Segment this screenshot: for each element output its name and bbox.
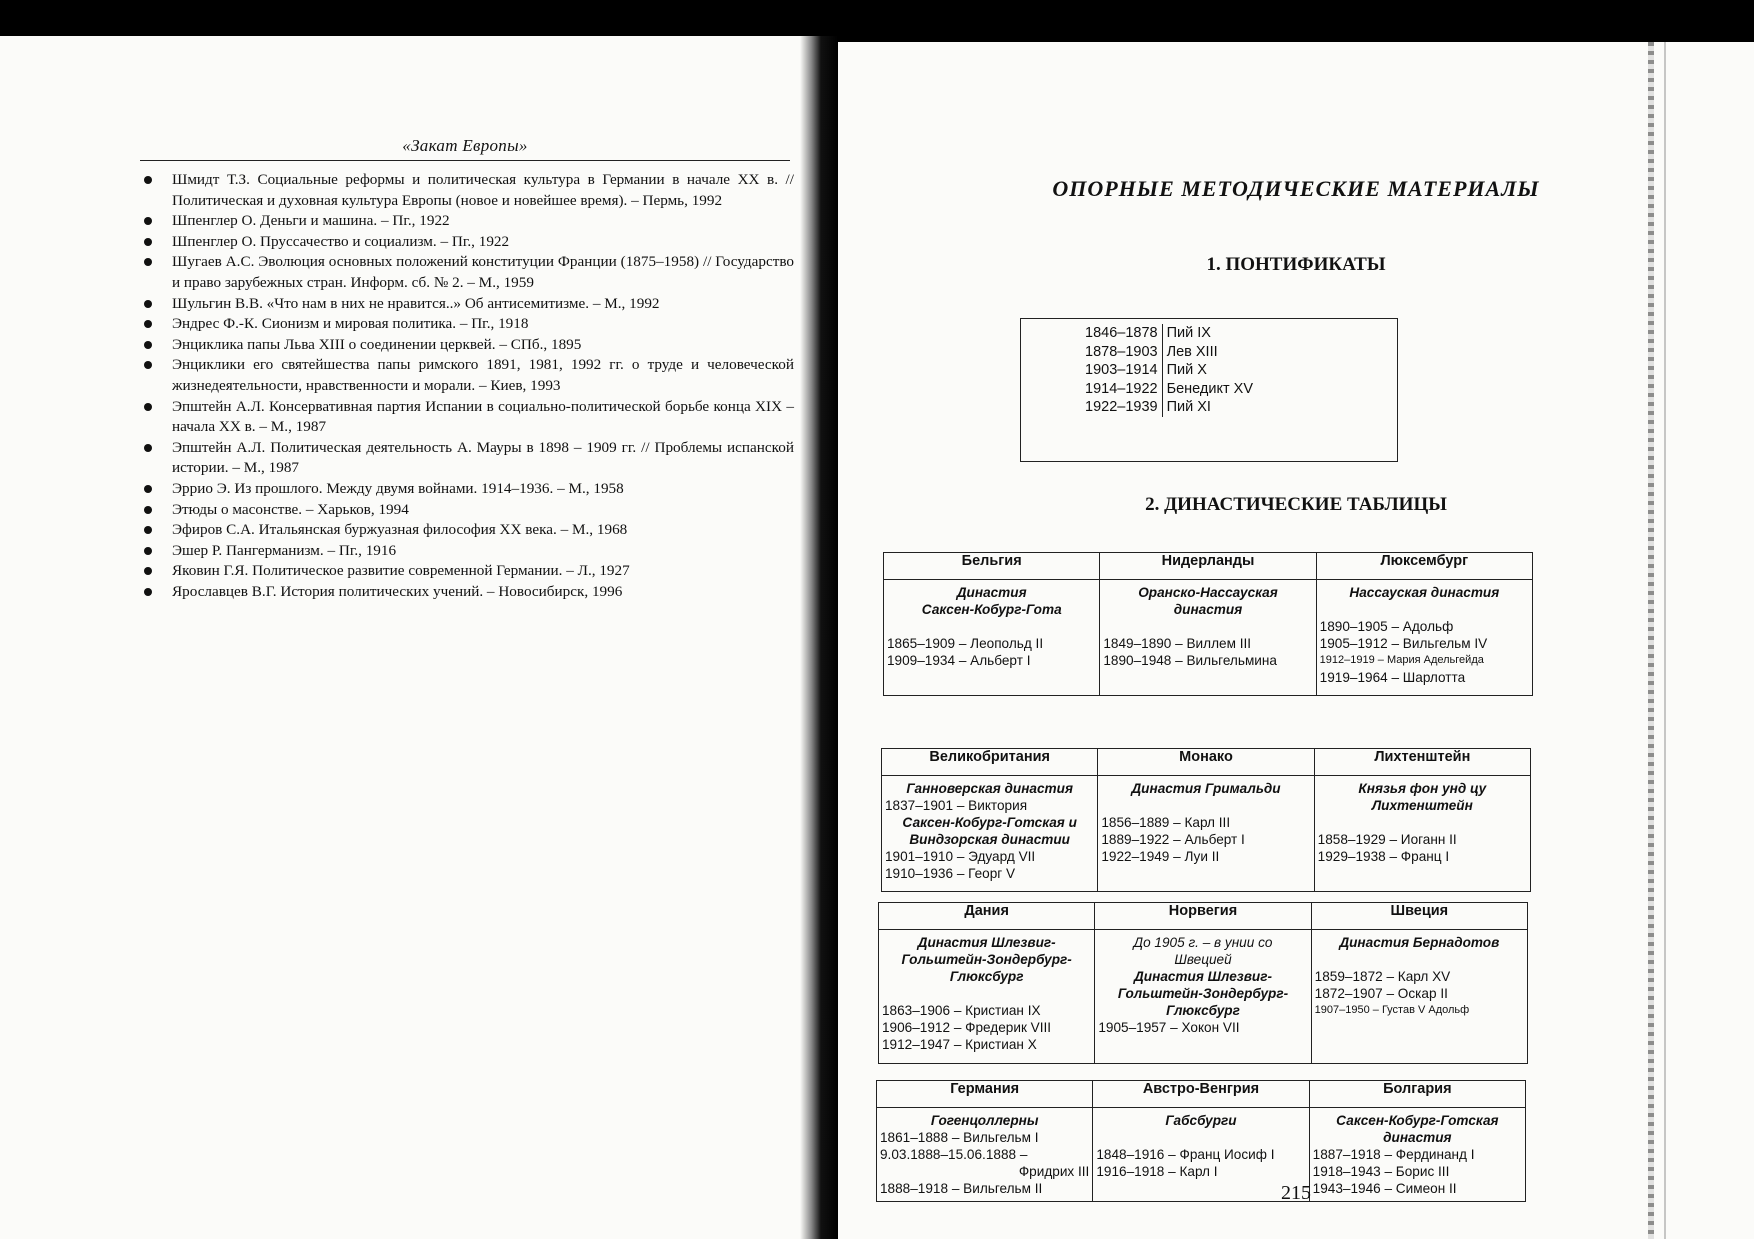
country-header: Великобритания [882,749,1098,776]
bullet-icon [144,444,152,452]
ruler-entry: 1856–1889 – Карл III [1101,815,1231,830]
ruler-entry: 1890–1905 – Адольф [1319,619,1454,634]
table-row [1081,361,1257,380]
spacer [882,985,1091,1002]
pope-years: 1914–1922 [1081,380,1162,399]
ruler-entry: 1910–1936 – Георг V [885,866,1016,881]
page-edge-line [1664,42,1666,1239]
bullet-icon [144,176,152,184]
bullet-icon [144,506,152,514]
union-note: До 1905 г. – в унии со [1133,935,1273,950]
page-title: ОПОРНЫЕ МЕТОДИЧЕСКИЕ МАТЕРИАЛЫ [1052,176,1540,201]
left-page [0,36,808,1239]
right-page [838,42,1754,1239]
country-header: Бельгия [884,553,1100,580]
country-header: Лихтенштейн [1314,749,1530,776]
dynasty-name: Саксен-Кобург-Готская [1336,1113,1499,1128]
spacer [1318,814,1527,831]
bibliography-list [140,170,794,602]
pope-years: 1846–1878 [1081,324,1162,343]
dynasty-cell [1316,580,1532,696]
bullet-icon [144,258,152,266]
bullet-icon [144,547,152,555]
country-header: Болгария [1309,1081,1525,1108]
list-item: Шмидт Т.З. Социальные реформы и политическая культура в Германии в начале XX в. // Политическая и духовная культура Европы (новое и новейшее время). – Пермь, 1992 [140,170,794,211]
list-item: Этюды о масонстве. – Харьков, 1994 [140,500,794,521]
ruler-entry: 1848–1916 – Франц Иосиф I [1096,1147,1275,1162]
page-edge-shadow [1648,42,1654,1239]
ruler-entry: 9.03.1888–15.06.1888 – [880,1147,1028,1162]
dynasty-table-britain [881,748,1531,892]
list-item: Эндрес Ф.-К. Сионизм и мировая политика. – Пг., 1918 [140,314,794,335]
dynasty-cell [1314,776,1530,892]
dynasty-name: Саксен-Кобург-Готская и [902,815,1077,830]
spacer [1101,797,1310,814]
ruler-entry: 1912–1947 – Кристиан X [882,1037,1037,1052]
country-header: Норвегия [1095,903,1311,930]
table-row [1081,324,1257,343]
dynasty-cell [1098,776,1314,892]
pontificates-table [1020,318,1398,462]
list-item: Яковин Г.Я. Политическое развитие современной Германии. – Л., 1927 [140,561,794,582]
ruler-entry: 1943–1946 – Симеон II [1312,1181,1457,1196]
list-item: Шпенглер О. Пруссачество и социализм. – Пг., 1922 [140,232,794,253]
ruler-entry: 1858–1929 – Иоганн II [1317,832,1457,847]
table-header-row [884,553,1533,580]
dynasty-name: Династия Шлезвиг- [1133,969,1272,984]
section-title-dynasties: 2. ДИНАСТИЧЕСКИЕ ТАБЛИЦЫ [1145,494,1447,515]
dynasty-name: Саксен-Кобург-Гота [921,602,1062,617]
ruler-entry: 1890–1948 – Вильгельмина [1103,653,1277,668]
ruler-entry: 1906–1912 – Фредерик VIII [882,1020,1052,1035]
ruler-entry: 1918–1943 – Борис III [1312,1164,1450,1179]
list-item: Эпштейн А.Л. Политическая деятельность А. Мауры в 1898 – 1909 гг. // Проблемы испанской истории. – М., 1987 [140,438,794,479]
dynasty-name: Гогенцоллерны [930,1113,1039,1128]
country-header: Монако [1098,749,1314,776]
dynasty-name: Династия [956,585,1027,600]
list-item: Эррио Э. Из прошлого. Между двумя войнами. 1914–1936. – М., 1958 [140,479,794,500]
bullet-icon [144,361,152,369]
spacer [1320,601,1529,618]
union-note: Швецией [1174,952,1232,967]
pope-name: Пий XI [1166,399,1211,415]
dynasty-name: Династия Гримальди [1131,781,1281,796]
bullet-icon [144,320,152,328]
ruler-entry: 1888–1918 – Вильгельм II [880,1181,1043,1196]
bullet-icon [144,341,152,349]
ruler-entry: Фридрих III [1018,1164,1090,1179]
ruler-entry: 1859–1872 – Карл XV [1314,969,1451,984]
table-row [1081,398,1257,417]
list-item: Шульгин В.В. «Что нам в них не нравится..» Об антисемитизме. – М., 1992 [140,294,794,315]
spacer [887,618,1096,635]
dynasty-cell [884,580,1100,696]
list-item: Эпштейн А.Л. Консервативная партия Испании в социально-политической борьбе конца XIX – начала XX в. – М., 1987 [140,397,794,438]
page-number: 215 [1281,1182,1311,1204]
list-item: Шпенглер О. Деньги и машина. – Пг., 1922 [140,211,794,232]
section-title-pontificates: 1. ПОНТИФИКАТЫ [1206,254,1386,275]
ruler-entry: 1849–1890 – Виллем III [1103,636,1252,651]
ruler-entry: 1912–1919 – Мария Адельгейда [1319,654,1484,666]
pope-years: 1878–1903 [1081,343,1162,362]
bullet-icon [144,588,152,596]
running-head: «Закат Европы» [402,136,528,155]
bullet-icon [144,300,152,308]
bullet-icon [144,403,152,411]
bullet-icon [144,485,152,493]
dynasty-name: Оранско-Нассауская [1138,585,1278,600]
spacer [1315,951,1524,968]
dynasty-name: Виндзорская династии [909,832,1070,847]
dynasty-cell [879,930,1095,1064]
dynasty-cell [1311,930,1527,1064]
ruler-entry: 1889–1922 – Альберт I [1101,832,1245,847]
table-row [882,776,1531,892]
dynasty-name: династия [1383,1130,1452,1145]
list-item: Эшер Р. Пангерманизм. – Пг., 1916 [140,541,794,562]
bullet-icon [144,526,152,534]
table-header-row [877,1081,1526,1108]
spacer [1103,618,1312,635]
dynasty-name: Династия Шлезвиг- [917,935,1056,950]
dynasty-cell [1100,580,1316,696]
ruler-entry: 1861–1888 – Вильгельм I [880,1130,1039,1145]
list-item: Ярославцев В.Г. История политических учений. – Новосибирск, 1996 [140,582,794,603]
dynasty-name: Нассауская династия [1349,585,1500,600]
spacer [1096,1129,1305,1146]
bullet-icon [144,238,152,246]
country-header: Люксембург [1316,553,1532,580]
dynasty-name: Ганноверская династия [906,781,1073,796]
ruler-entry: 1837–1901 – Виктория [885,798,1028,813]
table-header-row [879,903,1528,930]
ruler-entry: 1907–1950 – Густав V Адольф [1314,1004,1470,1016]
pope-years: 1903–1914 [1081,361,1162,380]
table-row [1081,343,1257,362]
country-header: Дания [879,903,1095,930]
table-row [884,580,1533,696]
table-row [1081,380,1257,399]
ruler-entry: 1872–1907 – Оскар II [1314,986,1448,1001]
list-item: Энциклики его святейшества папы римского 1891, 1981, 1992 гг. о труде и человеческой жизнедеятельности, нравственности и морали. – Киев, 1993 [140,355,794,396]
pope-name: Бенедикт XV [1166,380,1253,397]
dynasty-name: Гольштейн-Зондербург- [1117,986,1289,1001]
dynasty-name: Лихтенштейн [1371,798,1473,813]
dynasty-name: Князья фон унд цу [1358,781,1487,796]
dynasty-cell [1095,930,1311,1064]
dynasty-cell [882,776,1098,892]
ruler-entry: 1905–1957 – Хокон VII [1098,1020,1240,1035]
country-header: Нидерланды [1100,553,1316,580]
dynasty-name: Глюксбург [1166,1003,1240,1018]
table-row [879,930,1528,1064]
ruler-entry: 1922–1949 – Луи II [1101,849,1220,864]
pope-name: Лев XIII [1166,343,1218,360]
ruler-entry: 1919–1964 – Шарлотта [1319,670,1466,685]
pope-years: 1922–1939 [1081,398,1162,417]
ruler-entry: 1863–1906 – Кристиан IX [882,1003,1041,1018]
list-item: Энциклика папы Льва XIII о соединении церквей. – СПб., 1895 [140,335,794,356]
country-header: Швеция [1311,903,1527,930]
dynasty-table-scandinavia [878,902,1528,1064]
bullet-icon [144,217,152,225]
dynasty-name: Гольштейн-Зондербург- [901,952,1072,967]
ruler-entry: 1865–1909 – Леопольд II [887,636,1044,651]
dynasty-name: династия [1173,602,1243,617]
bullet-icon [144,567,152,575]
list-item: Шугаев А.С. Эволюция основных положений конституции Франции (1875–1958) // Государство и право зарубежных стран. Информ. сб. № 2. – М., 1959 [140,252,794,293]
pope-name: Пий IX [1166,325,1211,341]
dynasty-table-benelux [883,552,1533,696]
ruler-entry: 1929–1938 – Франц I [1317,849,1450,864]
ruler-entry: 1909–1934 – Альберт I [887,653,1031,668]
header-rule [140,160,790,161]
ruler-entry: 1901–1910 – Эдуард VII [885,849,1036,864]
ruler-entry: 1887–1918 – Фердинанд I [1312,1147,1475,1162]
ruler-entry: 1916–1918 – Карл I [1096,1164,1218,1179]
country-header: Германия [877,1081,1093,1108]
list-item: Эфиров С.А. Итальянская буржуазная философия XX века. – М., 1968 [140,520,794,541]
dynasty-name: Габсбурги [1165,1113,1237,1128]
pope-name: Пий X [1166,362,1207,378]
book-spine-shadow [800,36,838,1239]
dynasty-name: Династия Бернадотов [1339,935,1500,950]
country-header: Австро-Венгрия [1093,1081,1309,1108]
table-header-row [882,749,1531,776]
ruler-entry: 1905–1912 – Вильгельм IV [1319,636,1488,651]
dynasty-name: Глюксбург [949,969,1024,984]
